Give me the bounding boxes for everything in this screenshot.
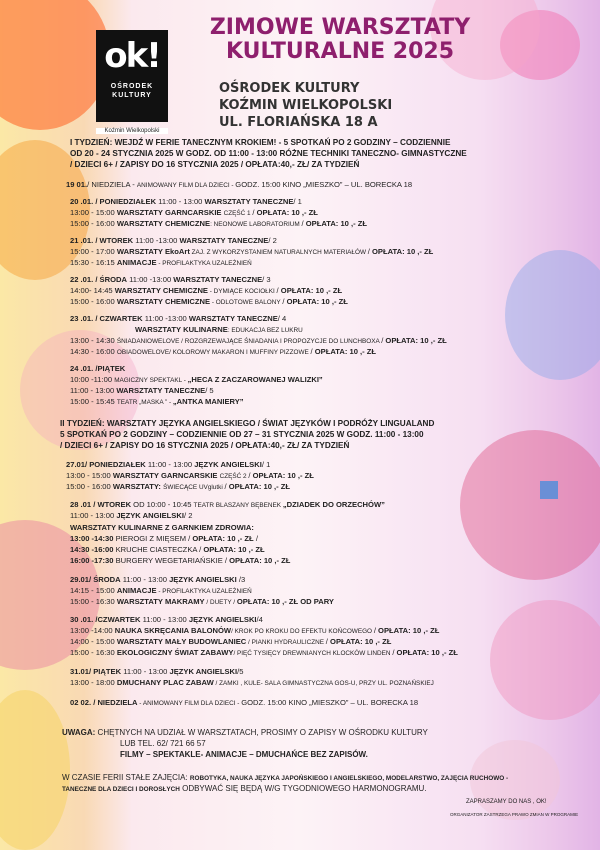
signup-note [62, 728, 428, 738]
schedule-line-part: / [224, 482, 229, 491]
schedule-line-part: 22 .01. / ŚRODA [70, 275, 127, 284]
phone-number: LUB TEL. 62/ 721 66 57 [120, 739, 206, 748]
schedule-line-part: OPŁATA: 10 ,- ZŁ [286, 297, 348, 306]
schedule-line-part: / [367, 247, 372, 256]
schedule-line-part: / [301, 219, 306, 228]
schedule-line-part: OPŁATA: 10 ,- ZŁ [203, 545, 265, 554]
schedule-line [70, 247, 433, 258]
schedule-line [70, 597, 334, 608]
schedule-line-part: 11:00 -13:00 [126, 275, 174, 284]
schedule-line-part: JĘZYK ANGIELSKI [169, 575, 237, 584]
schedule-line-part: WARSZTATY CHEMICZNE [114, 286, 208, 295]
schedule-line-part: / 3 [262, 275, 271, 284]
schedule-line-part: 13:00 - 18:00 [70, 678, 117, 687]
schedule-line-part: : NEONOWE LABORATORIUM [210, 221, 302, 228]
regular-classes-label: W CZASIE FERII STAŁE ZAJĘCIA: [62, 773, 190, 782]
uwaga-label: UWAGA: [62, 728, 96, 737]
schedule-line [70, 511, 192, 521]
week1-header-line: / DZIECI 6+ / ZAPISY DO 16 STYCZNIA 2025 / OPŁATA:40,- ZŁ/ ZA TYDZIEŃ [70, 160, 360, 169]
schedule-line [70, 208, 318, 219]
schedule-line-part: WARSZTATY EkoArt [116, 247, 190, 256]
invite-text: ZAPRASZAMY DO NAS , OK! [466, 799, 547, 805]
schedule-line-part: 19 01. [66, 180, 88, 189]
schedule-line [70, 500, 385, 511]
schedule-line-part: GODZ. 15:00 KINO „MIESZKO” – UL. BORECKA 18 [235, 180, 413, 189]
schedule-line-part: WARSZTATY MAŁY BUDOWLANIEC [116, 637, 247, 646]
regular-classes-2 [62, 784, 427, 795]
schedule-line-part: / [381, 336, 386, 345]
schedule-line-part: 11:00 - 13:00 [70, 386, 117, 395]
organizer-note: ORGANIZATOR ZASTRZEGA PRAWO ZMIAN W PROGRAMIE [450, 812, 579, 817]
schedule-line-part: WARSZTATY: [112, 482, 164, 491]
schedule-line-part: „HECA Z ZACZAROWANEJ WALIZKI” [187, 375, 323, 384]
schedule-line-part: OPŁATA: 10 ,- ZŁ [378, 626, 440, 635]
schedule-line [70, 698, 418, 709]
schedule-line-part: 11:00 -13:00 [133, 236, 180, 245]
schedule-line-part: 27.01/ PONIEDZIAŁEK [66, 460, 146, 469]
schedule-line-part: 14:30 - 16:00 [70, 347, 117, 356]
schedule-line-part: 11:00 - 13:00 [140, 615, 189, 624]
schedule-line-part: 02 02. / NIEDZIELA [70, 698, 138, 707]
schedule-line-part: 11:00 -13:00 [142, 314, 189, 323]
schedule-line-part: „DZIADEK DO ORZECHÓW” [282, 500, 385, 509]
logo-line-1: OŚRODEK [110, 83, 154, 90]
schedule-line-part: /3 [236, 575, 246, 584]
schedule-line-part: 15:00 - 17:00 [70, 247, 117, 256]
schedule-line-part: / 1 [261, 460, 271, 469]
schedule-line [70, 375, 323, 386]
schedule-line-part: 20 .01. / PONIEDZIAŁEK [70, 197, 157, 206]
schedule-line-part: OPŁATA: 10 ,- ZŁ [396, 648, 458, 657]
schedule-line-part: 24 .01. /PIĄTEK [70, 364, 126, 373]
schedule-line [70, 219, 367, 230]
schedule-line [70, 336, 447, 347]
schedule-line-part: OPŁATA: 10 ,- ZŁ OD PARY [236, 597, 334, 606]
schedule-line [70, 678, 434, 689]
schedule-line [70, 545, 265, 555]
schedule-line [70, 275, 271, 285]
week1-header-line: I TYDZIEŃ: WEJDŹ W FERIE TANECZNYM KROKIEM! - 5 SPOTKAŃ PO 2 GODZINY – CODZIENNIE [70, 138, 451, 147]
address-line-2: KOŹMIN WIELKOPOLSKI [219, 98, 393, 113]
schedule-line-part: 13:00 -14:00 [70, 626, 115, 635]
schedule-line [70, 648, 458, 659]
schedule-line-part: / PIĘĆ TYSIĘCY DREWNIANYCH KLOCKÓW LINDEN [233, 650, 393, 657]
schedule-line [70, 556, 290, 566]
schedule-line-part: 11:00 - 13:00 [156, 197, 205, 206]
regular-classes-schedule: ODBYWAĆ SIĘ BĘDĄ W/G TYGODNIOWEGO HARMONOGRAMU. [179, 784, 427, 793]
schedule-line-part: / 5 [205, 386, 214, 395]
schedule-line [70, 667, 244, 677]
schedule-line-part: - PROFILAKTYKA UZALEŻNIEŃ [156, 588, 252, 595]
regular-classes-list-2: TANECZNE DLA DZIECI I DOROSŁYCH [62, 786, 180, 793]
schedule-line-part: ANIMACJE [116, 586, 157, 595]
schedule-line-part: 13:00 -14:30 [70, 534, 116, 543]
schedule-line-part: PIEROGI Z MIĘSEM / [115, 534, 193, 543]
schedule-line-part: / [282, 297, 287, 306]
schedule-line-part: JĘZYK ANGIELSKI [188, 615, 257, 624]
schedule-line-part: / 2 [268, 236, 277, 245]
schedule-line-part: / [248, 471, 253, 480]
schedule-line [70, 523, 254, 533]
schedule-line [135, 325, 303, 336]
schedule-line-part: WARSZTATY GARNCARSKIE [116, 208, 224, 217]
schedule-line [66, 482, 290, 493]
schedule-line-part: 15:00 - 16:30 [70, 597, 117, 606]
schedule-line-part: 15:00 - 16:00 [70, 297, 117, 306]
schedule-line-part: / KROK PO KROKU DO EFEKTU KOŃCOWEGO [231, 628, 374, 635]
schedule-line-part: CZĘŚĆ 1 [223, 210, 253, 217]
schedule-line-part: 14:30 -16:00 [70, 545, 116, 554]
schedule-line-part: ZAJ. Z WYKORZYSTANIEM NATURALNYCH MATERIAŁÓW [189, 249, 368, 256]
schedule-line-part: 31.01/ PIĄTEK [70, 667, 122, 676]
schedule-line-part: CZĘŚĆ 2 [219, 473, 249, 480]
schedule-line-part: 21 .01. / WTOREK [70, 236, 134, 245]
schedule-line-part: WARSZTATY KULINARNE Z GARNKIEM ZDROWIA: [70, 523, 254, 532]
schedule-line-part: WARSZTATY CHEMICZNE [116, 297, 211, 306]
logo-line-3: Koźmin Wielkopolski [96, 128, 168, 134]
schedule-line-part: / 1 [293, 197, 302, 206]
schedule-line-part: - DYMIĄCE KOCIOŁKI [208, 288, 277, 295]
schedule-line-part: 10:00 -11:00 [70, 375, 115, 384]
schedule-line [70, 236, 277, 246]
schedule-line-part: ŚWIECĄCE UVglutki [163, 484, 225, 491]
schedule-line-part: OPŁATA: 10 ,- ZŁ [305, 219, 368, 228]
schedule-line-part: OPŁATA: 10 ,- ZŁ [330, 637, 392, 646]
schedule-line-part: OPŁATA: 10 ,- ZŁ [372, 247, 434, 256]
schedule-line [70, 386, 214, 396]
schedule-line-part: BURGERY WEGETARIAŃSKIE / [115, 556, 230, 565]
schedule-line-part: / DUETY / [204, 599, 237, 606]
schedule-line-part: / PIANKI HYDRAULICZNE [246, 639, 326, 646]
schedule-line-part: ANIMOWANY FILM DLA DZIECI - [136, 182, 236, 189]
schedule-line-part: 14:00- 14:45 [70, 286, 115, 295]
schedule-line-part: TEATR BLASZANY BĘBENEK [193, 502, 283, 509]
schedule-line-part: 11:00 - 13:00 [70, 511, 117, 520]
schedule-line-part: OPŁATA: 10 ,- ZŁ [228, 482, 291, 491]
address-line-1: OŚRODEK KULTURY [219, 81, 360, 96]
schedule-line-part: / 2 [183, 511, 193, 520]
schedule-line [70, 364, 125, 374]
page-title [190, 16, 490, 64]
schedule-line [70, 534, 258, 544]
schedule-line-part: WARSZTATY TANECZNE [204, 197, 294, 206]
schedule-line-part: WARSZTATY TANECZNE [188, 314, 278, 323]
schedule-line-part: OBIADOWELOVE/ KOLOROWY MAKARON I MUFFINY PIZZOWE [116, 349, 311, 356]
schedule-line [66, 460, 270, 470]
title-line-2: KULTURALNE 2025 [225, 39, 455, 64]
schedule-line-part: OPŁATA: 10 ,- ZŁ [252, 471, 314, 480]
schedule-line-part: / 4 [277, 314, 287, 323]
week2-header-line: 5 SPOTKAŃ PO 2 GODZINY – CODZIENNIE OD 27 – 31 STYCZNIA 2025 W GODZ. 11:00 - 13:00 [60, 430, 424, 439]
schedule-line-part: 13:00 - 15:00 [66, 471, 113, 480]
schedule-line-part: WARSZTATY TANECZNE [179, 236, 269, 245]
schedule-line-part: 13:00 - 15:00 [70, 208, 117, 217]
schedule-line-part: WARSZTATY MAKRAMY [116, 597, 205, 606]
schedule-line [70, 258, 252, 269]
schedule-line-part: 15:00 - 16:30 [70, 648, 117, 657]
title-line-1: ZIMOWE WARSZTATY [209, 15, 471, 40]
schedule-line-part: 15:30 - 16:15 [70, 258, 117, 267]
schedule-line-part: 11:00 - 13:00 [120, 575, 170, 584]
schedule-line-part: „ANTKA MANIERY” [172, 397, 244, 406]
schedule-line-part: / [253, 534, 258, 543]
schedule-line-part: : EDUKACJA BEZ LUKRU [227, 327, 303, 334]
schedule-line-part: / [325, 637, 331, 646]
schedule-line-part: JĘZYK ANGIELSKI [194, 460, 262, 469]
week2-header-line: II TYDZIEŃ: WARSZTATY JĘZYKA ANGIELSKIEGO / ŚWIAT JĘZYKÓW I PODRÓŻY LINGUALAND [60, 419, 435, 428]
schedule-line-part: 11:00 - 13:00 [145, 460, 195, 469]
regular-classes-list: ROBOTYKA, NAUKA JĘZYKA JAPOŃSKIEGO I ANGIELSKIEGO, MODELARSTWO, ZAJĘCIA RUCHOWO - [189, 775, 509, 782]
schedule-line-part: OPŁATA: 10 ,- ZŁ [256, 208, 318, 217]
schedule-line-part: / [252, 208, 257, 217]
schedule-line [66, 180, 412, 191]
schedule-line-part: / NIEDZIELA - [87, 180, 137, 189]
schedule-line-part: 16:00 -17:30 [70, 556, 116, 565]
schedule-line [70, 575, 245, 585]
uwaga-text: CHĘTNYCH NA UDZIAŁ W WARSZTATACH, PROSIMY O ZAPISY W OŚRODKU KULTURY [95, 728, 428, 737]
schedule-line [70, 397, 244, 408]
schedule-line-part: KRUCHE CIASTECZKA / [115, 545, 204, 554]
regular-classes [62, 773, 508, 784]
schedule-line [70, 286, 342, 297]
schedule-line-part: - ANIMOWANY FILM DLA DZIECI - [137, 700, 242, 707]
schedule-line-part: 28 .01 / WTOREK [70, 500, 132, 509]
schedule-line-part: OPŁATA: 10 ,- ZŁ [192, 534, 254, 543]
schedule-line-part: OD 10:00 - 10:45 [131, 500, 194, 509]
schedule-line-part: JĘZYK ANGIELSKI [169, 667, 238, 676]
address [219, 80, 392, 131]
schedule-line-part: ANIMACJE [116, 258, 157, 267]
schedule-line-part: 14:00 - 15:00 [70, 637, 117, 646]
schedule-line-part: / [392, 648, 397, 657]
schedule-line-part: - ODLOTOWE BALONY [210, 299, 283, 306]
schedule-line-part: MAGICZNY SPEKTAKL - [114, 377, 188, 384]
schedule-line-part: JĘZYK ANGIELSKI [116, 511, 184, 520]
no-signup-note: FILMY – SPEKTAKLE- ANIMACJE – DMUCHAŃCE BEZ ZAPISÓW. [120, 750, 368, 759]
schedule-line [70, 347, 376, 358]
logo [96, 30, 168, 134]
schedule-line-part: WARSZTATY TANECZNE [116, 386, 206, 395]
schedule-line-part: 11:00 - 13:00 [121, 667, 170, 676]
schedule-line [66, 471, 314, 482]
schedule-line-part: 23 .01. / CZWARTEK [70, 314, 143, 323]
schedule-line-part: OPŁATA: 10 ,- ZŁ [314, 347, 377, 356]
schedule-line-part: DMUCHANY PLAC ZABAW [116, 678, 214, 687]
schedule-line-part: / ZAMKI , KULE- SALA GIMNASTYCZNA GOS-U, PRZY UL. POZNAŃSKIEJ [213, 680, 434, 687]
schedule-line [70, 314, 286, 324]
schedule-line-part: 13:00 - 14:30 [70, 336, 117, 345]
schedule-line-part: WARSZTATY TANECZNE [173, 275, 263, 284]
week1-header-line: OD 20 - 24 STYCZNIA 2025 W GODZ. OD 11:00 - 13:00 RÓŻNE TECHNIKI TANECZNO- GIMNASTYCZNE [70, 149, 467, 158]
schedule-line-part: - PROFILAKTYKA UZALEŻNIEŃ [156, 260, 252, 267]
schedule-line-part: GODZ. 15:00 KINO „MIESZKO” – UL. BORECKA 18 [241, 698, 419, 707]
schedule-line-part: 30 .01. /CZWARTEK [70, 615, 141, 624]
logo-line-2: KULTURY [112, 92, 152, 99]
schedule-line-part: ŚNIADANIOWELOVE / ROZGRZEWAJĄCE ŚNIADANIA I PROPOZYCJE DO LUNCHBOXA [116, 338, 382, 345]
logo-mark: ok! [104, 36, 160, 76]
schedule-line-part: 14:15 - 15:00 [70, 586, 117, 595]
schedule-line-part: OPŁATA: 10 ,- ZŁ [280, 286, 343, 295]
schedule-line-part: 15:00 - 16:00 [70, 219, 117, 228]
schedule-line [70, 615, 263, 625]
schedule-line [70, 626, 439, 637]
schedule-line-part: WARSZTATY CHEMICZNE [116, 219, 211, 228]
schedule-line-part: 15:00 - 15:45 [70, 397, 117, 406]
schedule-line-part: 15:00 - 16:00 [66, 482, 113, 491]
schedule-line-part: 29.01/ ŚRODA [70, 575, 121, 584]
schedule-line-part: /5 [237, 667, 244, 676]
schedule-line-part: OPŁATA: 10 ,- ZŁ [385, 336, 447, 345]
schedule-line [70, 197, 302, 207]
week2-header-line: / DZIECI 6+ / ZAPISY DO 16 STYCZNIA 2025 / OPŁATA:40,- ZŁ/ ZA TYDZIEŃ [60, 441, 350, 450]
schedule-line-part: WARSZTATY KULINARNE [135, 325, 228, 334]
schedule-line-part: NAUKA SKRĘCANIA BALONÓW [114, 626, 232, 635]
schedule-line-part: / [310, 347, 315, 356]
schedule-line [70, 637, 391, 648]
schedule-line-part: EKOLOGICZNY ŚWIAT ZABAWY [116, 648, 234, 657]
schedule-line-part: WARSZTATY GARNCARSKIE [112, 471, 220, 480]
schedule-line-part: /4 [256, 615, 263, 624]
schedule-line [70, 297, 348, 308]
address-line-3: UL. FLORIAŃSKA 18 A [219, 115, 378, 130]
schedule-line-part: / [276, 286, 281, 295]
schedule-line [70, 586, 252, 597]
schedule-line-part: / [373, 626, 379, 635]
schedule-line-part: OPŁATA: 10 ,- ZŁ [229, 556, 291, 565]
schedule-line-part: TEATR „MASKA ” - [116, 399, 173, 406]
